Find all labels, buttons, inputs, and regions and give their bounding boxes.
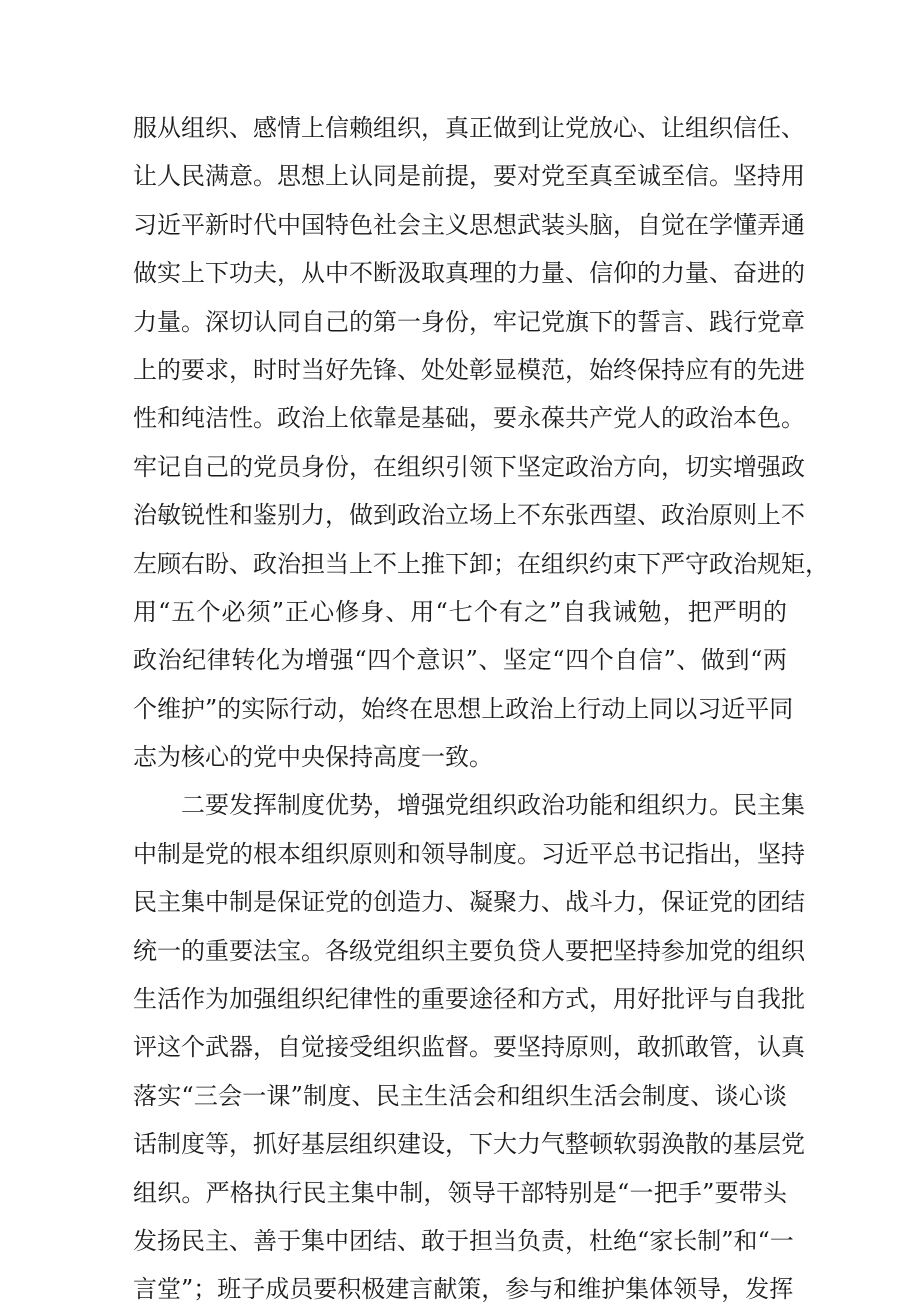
paragraph <box>133 104 829 781</box>
text-line: 二要发挥制度优势，增强党组织政治功能和组织力。民主集 <box>181 791 805 820</box>
text-line: 政治纪律转化为增强“四个意识”、坚定“四个自信”、做到“两 <box>133 646 787 675</box>
text-line: 上的要求，时时当好先锋、处处彰显模范，始终保持应有的先进 <box>133 355 805 384</box>
text-line: 左顾右盼、政治担当上不上推下卸；在组织约束下严守政治规矩， <box>133 549 829 578</box>
text-line: 习近平新时代中国特色社会主义思想武装头脑，自觉在学懂弄通 <box>133 210 805 239</box>
text-line: 发扬民主、善于集中团结、敢于担当负责，杜绝“家长制”和“一 <box>133 1226 794 1255</box>
text-line: 个维护”的实际行动，始终在思想上政治上行动上同以习近平同 <box>133 694 794 723</box>
text-line: 做实上下功夫，从中不断汲取真理的力量、信仰的力量、奋进的 <box>133 259 805 288</box>
paragraph <box>133 781 805 1313</box>
text-line: 牢记自己的党员身份，在组织引领下坚定政治方向，切实增强政 <box>133 452 805 481</box>
text-line: 性和纯洁性。政治上依靠是基础，要永葆共产党人的政治本色。 <box>133 404 805 433</box>
text-line: 服从组织、感情上信赖组织，真正做到让党放心、让组织信任、 <box>133 114 805 142</box>
text-line: 言堂”；班子成员要积极建言献策，参与和维护集体领导，发挥 <box>133 1275 794 1304</box>
text-line: 民主集中制是保证党的创造力、凝聚力、战斗力，保证党的团结 <box>133 888 805 917</box>
text-line: 中制是党的根本组织原则和领导制度。习近平总书记指出，坚持 <box>133 839 805 868</box>
text-line: 组织。严格执行民主集中制，领导干部特别是“一把手”要带头 <box>133 1178 787 1207</box>
text-line: 话制度等，抓好基层组织建设，下大力气整顿软弱涣散的基层党 <box>133 1130 805 1159</box>
text-line: 让人民满意。思想上认同是前提，要对党至真至诚至信。坚持用 <box>133 162 805 191</box>
text-line: 用“五个必须”正心修身、用“七个有之”自我诫勉，把严明的 <box>133 597 787 626</box>
text-line: 统一的重要法宝。各级党组织主要负贷人要把坚持参加党的组织 <box>133 936 805 965</box>
text-line: 治敏锐性和鉴别力，做到政治立场上不东张西望、政治原则上不 <box>133 501 805 530</box>
text-line: 志为核心的党中央保持高度一致。 <box>133 743 493 772</box>
text-line: 生活作为加强组织纪律性的重要途径和方式，用好批评与自我批 <box>133 985 805 1014</box>
text-line: 评这个武器，自觉接受组织监督。要坚持原则，敢抓敢管，认真 <box>133 1033 805 1062</box>
text-line: 力量。深切认同自己的第一身份，牢记党旗下的誓言、践行党章 <box>133 307 805 336</box>
body-text <box>133 104 829 1314</box>
text-line: 落实“三会一课”制度、民主生活会和组织生活会制度、谈心谈 <box>133 1081 787 1110</box>
